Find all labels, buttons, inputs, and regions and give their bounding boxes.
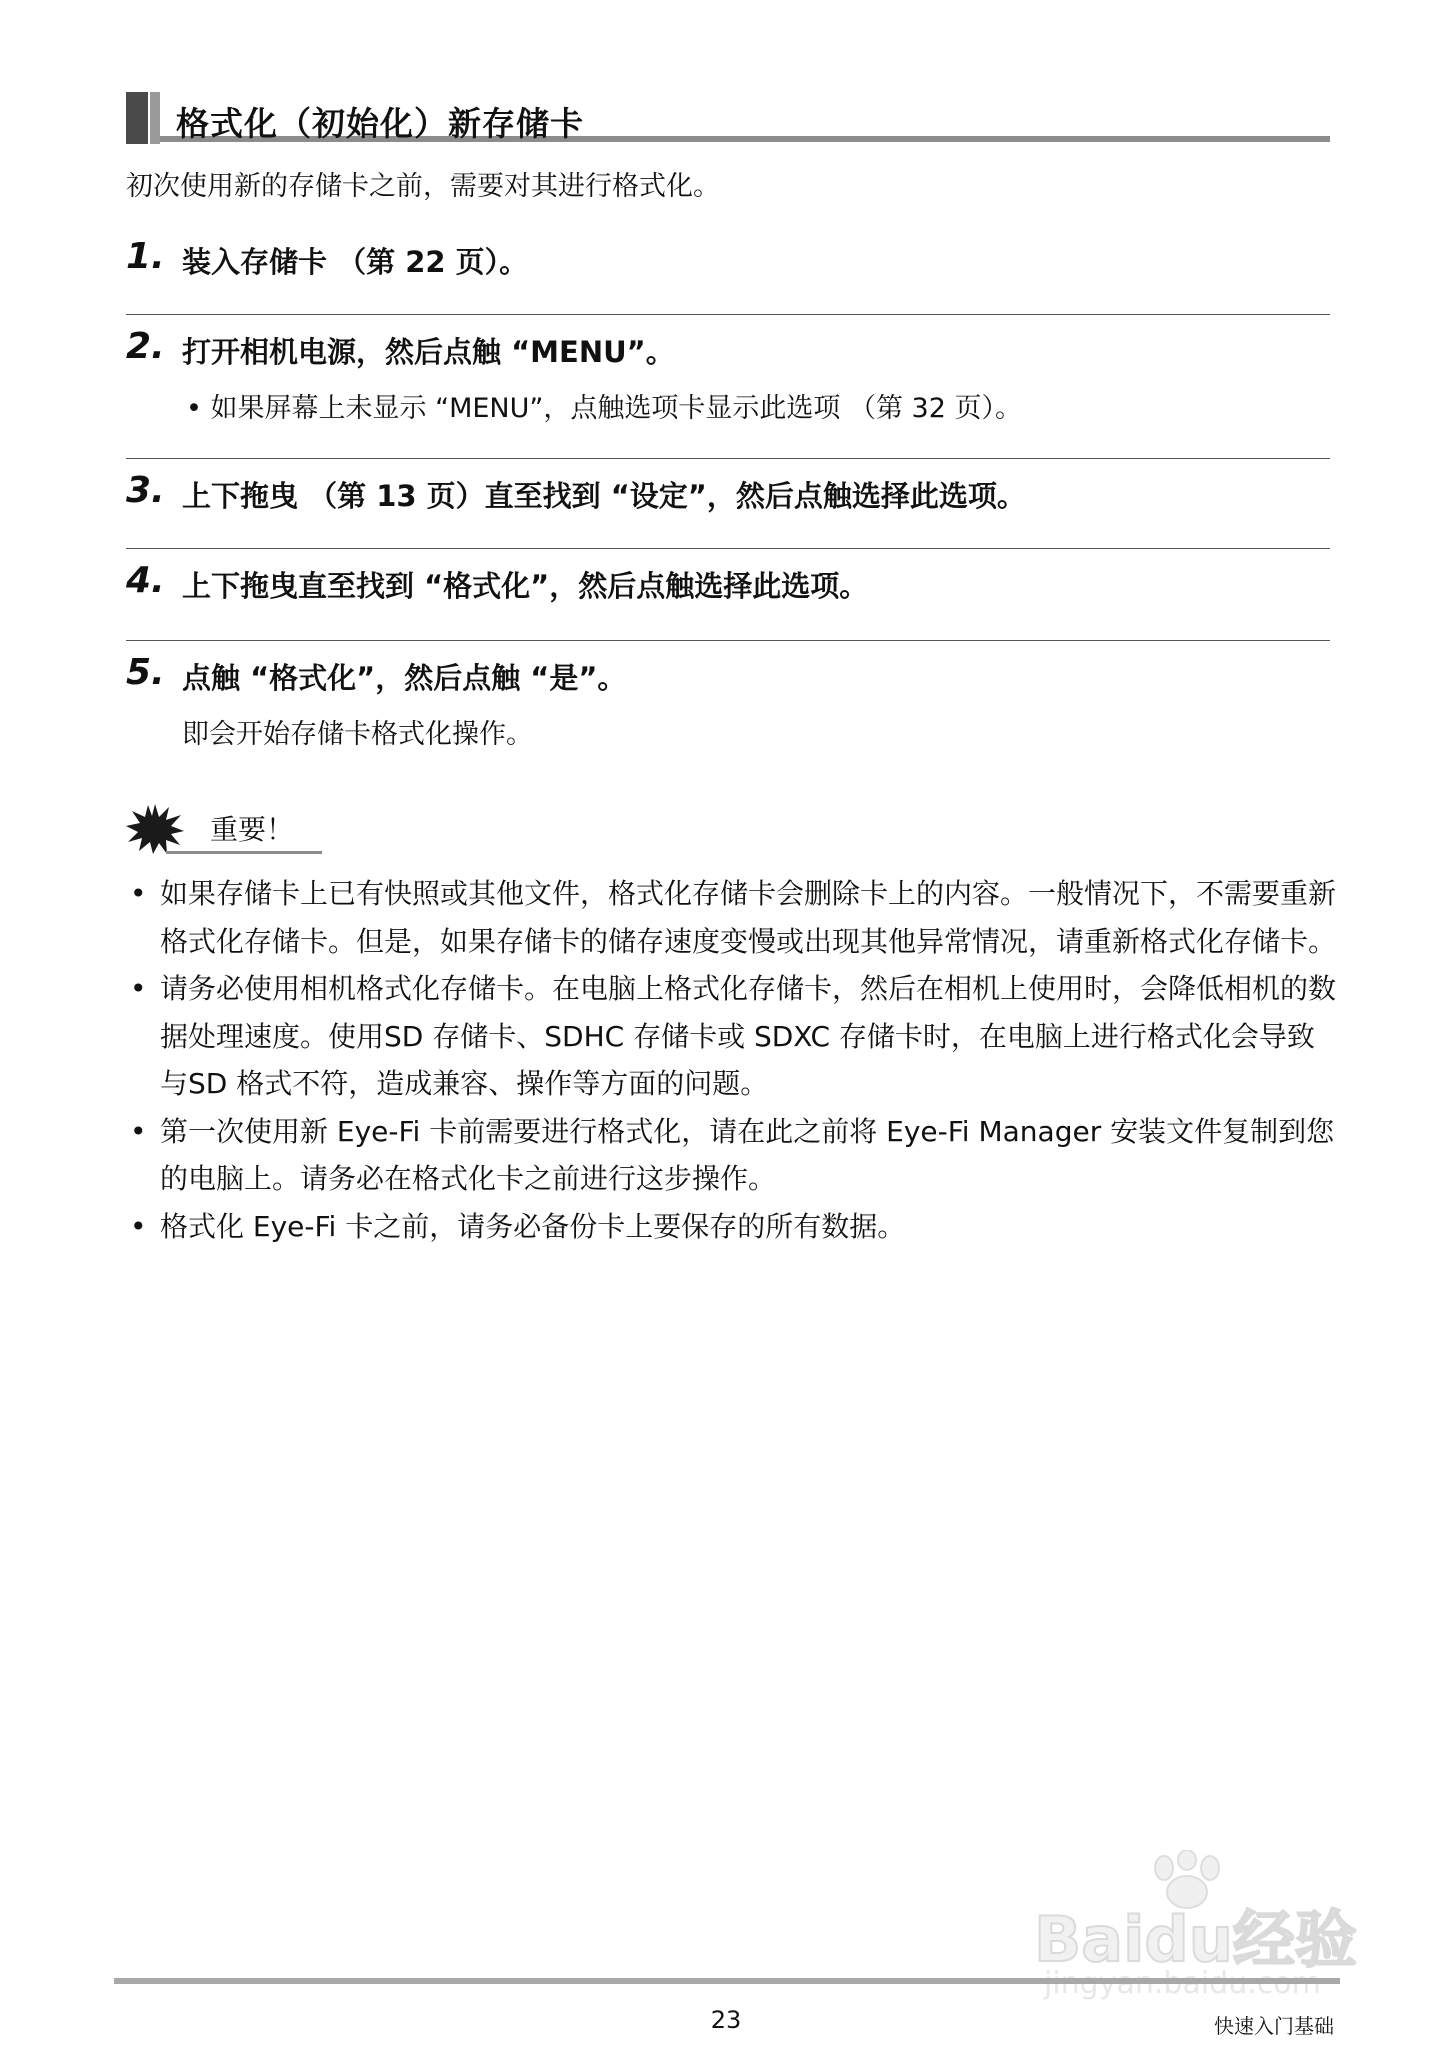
note-text: 请务必使用相机格式化存储卡。在电脑上格式化存储卡，然后在相机上使用时，会降低相机的数据处理速度。使用SD 存储卡、SDHC 存储卡或 SDXC 存储卡时，在电脑上进行格式化会导致与SD 格式不符，造成兼容、操作等方面的问题。 [160, 972, 1337, 1100]
page-title: 格式化（初始化）新存储卡 [176, 104, 584, 143]
step-number: 4. [126, 560, 165, 601]
header-bar-dark [126, 92, 148, 144]
step-text: 点触 “格式化”，然后点触 “是”。 [182, 661, 627, 695]
step-number: 2. [126, 326, 165, 367]
step-text: 上下拖曳 （第 13 页）直至找到 “设定”，然后点触选择此选项。 [182, 479, 1026, 513]
important-heading [126, 804, 322, 854]
bullet: • [130, 1114, 147, 1148]
divider [126, 548, 1330, 549]
footer-section-name: 快速入门基础 [1214, 2014, 1334, 2038]
step-text: 装入存储卡 （第 22 页）。 [182, 245, 529, 279]
watermark-logo: Baidu经验 [1034, 1903, 1357, 1976]
bullet: • [130, 1209, 147, 1243]
list-item [126, 1203, 1336, 1251]
list-item [126, 965, 1336, 1108]
note-text: 如果存储卡上已有快照或其他文件，格式化存储卡会删除卡上的内容。一般情况下，不需要重新格式化存储卡。但是，如果存储卡的储存速度变慢或出现其他异常情况，请重新格式化存储卡。 [160, 877, 1337, 958]
step-number: 3. [126, 470, 165, 511]
burst-icon [126, 804, 184, 854]
important-underline [166, 851, 322, 854]
intro-text: 初次使用新的存储卡之前，需要对其进行格式化。 [126, 171, 720, 202]
step-text: 打开相机电源，然后点触 “MENU”。 [182, 335, 675, 369]
header-bar-light [150, 92, 160, 144]
important-notes [126, 870, 1336, 1250]
note-text: 格式化 Eye-Fi 卡之前，请务必备份卡上要保存的所有数据。 [160, 1209, 906, 1243]
page-number: 23 [710, 2006, 742, 2034]
divider [126, 640, 1330, 641]
section-header [126, 92, 1330, 148]
step-number: 1. [126, 236, 165, 277]
divider [126, 314, 1330, 315]
divider [126, 458, 1330, 459]
footer-rule [114, 1978, 1340, 1984]
step-note: 即会开始存储卡格式化操作。 [182, 719, 533, 750]
bullet: • [130, 877, 147, 910]
important-label: 重要！ [210, 813, 295, 846]
step-text: 上下拖曳直至找到 “格式化”，然后点触选择此选项。 [182, 569, 869, 603]
step-number: 5. [126, 652, 165, 693]
step-note: • 如果屏幕上未显示 “MENU”，点触选项卡显示此选项 （第 32 页）。 [186, 393, 1022, 424]
list-item [126, 1108, 1336, 1203]
bullet: • [130, 972, 147, 1005]
note-text: 第一次使用新 Eye-Fi 卡前需要进行格式化，请在此之前将 Eye-Fi Manager 安装文件复制到您的电脑上。请务必在格式化卡之前进行这步操作。 [160, 1114, 1335, 1195]
list-item [126, 870, 1336, 965]
